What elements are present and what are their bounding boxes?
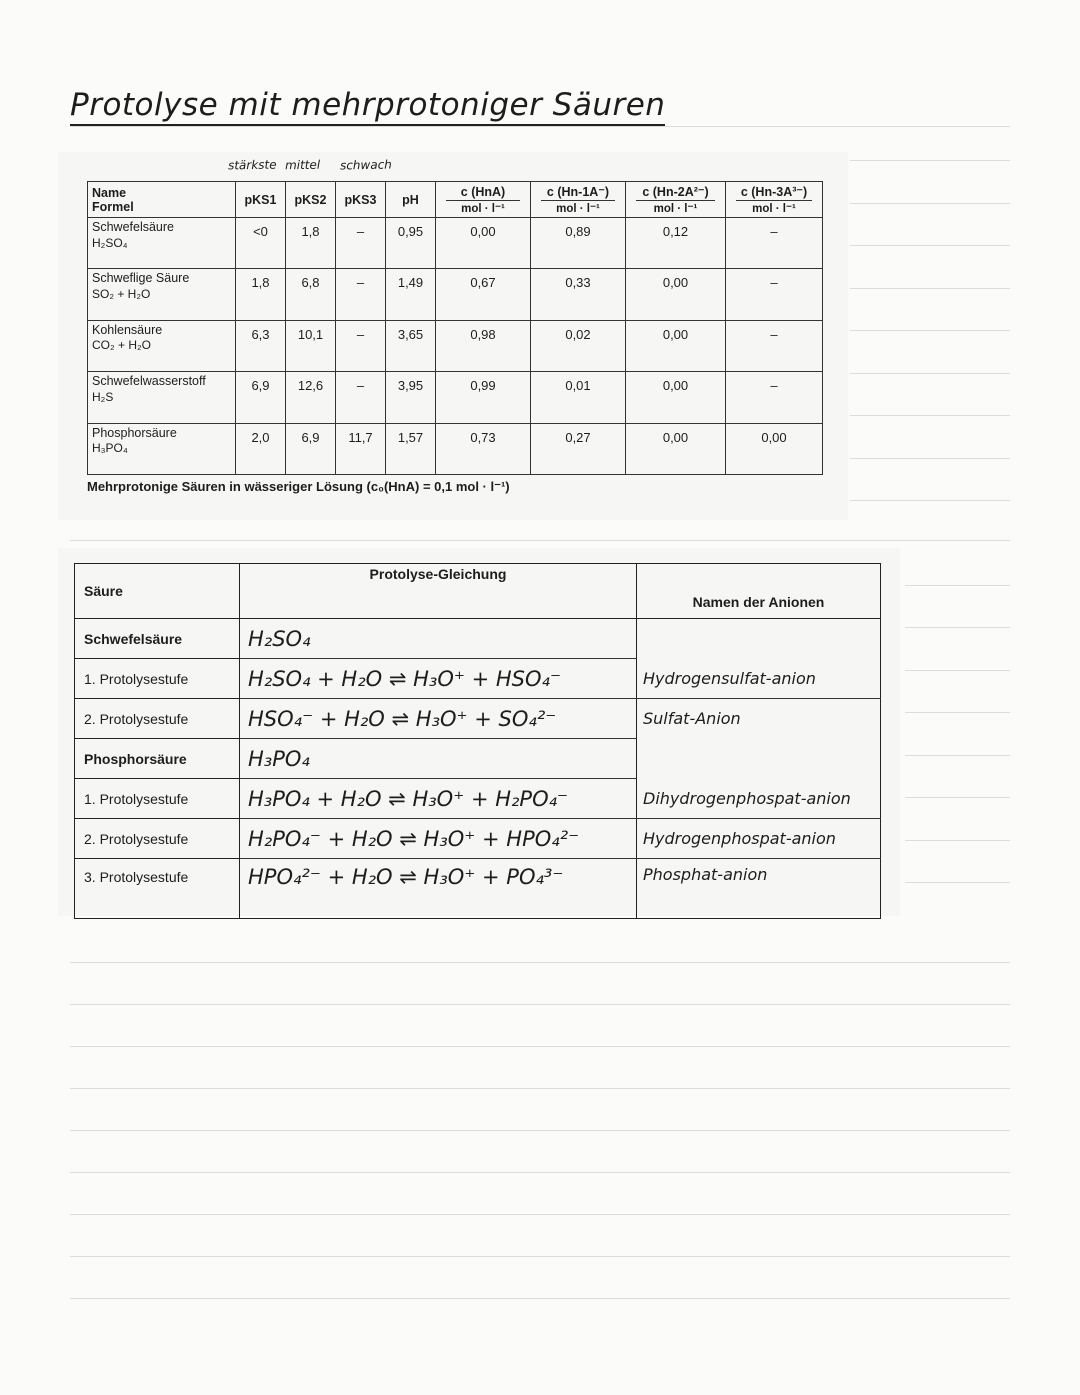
table-row: 1. Protolysestufe H₂SO₄ + H₂O ⇌ H₃O⁺ + HSO₄⁻ Hydrogensulfat-anion xyxy=(75,659,881,699)
handwritten-anion: Hydrogensulfat-anion xyxy=(637,659,881,699)
table-header-row xyxy=(88,182,823,218)
header-pks3: pKS3 xyxy=(336,182,386,218)
header-c-hn1a: c (Hn-1A⁻) mol · l⁻¹ xyxy=(531,182,626,218)
handwritten-anion: Phosphat-anion xyxy=(637,859,881,919)
handwritten-anion: Dihydrogenphospat-anion xyxy=(637,779,881,819)
table-row: Schwefelwasserstoff H₂S 6,9 12,6 – 3,95 0,99 0,01 0,00 – xyxy=(88,372,823,423)
header-pks2: pKS2 xyxy=(286,182,336,218)
handwritten-equation: HSO₄⁻ + H₂O ⇌ H₃O⁺ + SO₄²⁻ xyxy=(240,699,637,739)
annotation-strong: stärkste xyxy=(227,157,277,173)
handwritten-equation: H₃PO₄ xyxy=(240,739,637,779)
annotation-weak: schwach xyxy=(339,157,392,173)
table-row: 2. Protolysestufe HSO₄⁻ + H₂O ⇌ H₃O⁺ + SO₄²⁻ Sulfat-Anion xyxy=(75,699,881,739)
handwritten-equation: H₂SO₄ + H₂O ⇌ H₃O⁺ + HSO₄⁻ xyxy=(240,659,637,699)
annotation-mid: mittel xyxy=(284,157,321,173)
page-title: Protolyse mit mehrprotoniger Säuren xyxy=(70,88,665,126)
header-c-hna: c (HnA) mol · l⁻¹ xyxy=(436,182,531,218)
table-row: 1. Protolysestufe H₃PO₄ + H₂O ⇌ H₃O⁺ + H₂PO₄⁻ Dihydrogenphospat-anion xyxy=(75,779,881,819)
header-pks1: pKS1 xyxy=(236,182,286,218)
protolysis-table xyxy=(74,563,881,919)
table-row: Kohlensäure CO₂ + H₂O 6,3 10,1 – 3,65 0,98 0,02 0,00 – xyxy=(88,320,823,371)
table-caption: Mehrprotonige Säuren in wässeriger Lösung (c₀(HnA) = 0,1 mol · l⁻¹) xyxy=(87,479,510,494)
table-row: Schwefelsäure H₂SO₄ xyxy=(75,619,881,659)
handwritten-anion: Sulfat-Anion xyxy=(637,699,881,739)
handwritten-anion: Hydrogenphospat-anion xyxy=(637,819,881,859)
header-c-hn3a: c (Hn-3A³⁻) mol · l⁻¹ xyxy=(726,182,823,218)
handwritten-equation: H₂SO₄ xyxy=(240,619,637,659)
table-header-row xyxy=(75,564,881,619)
handwritten-equation: HPO₄²⁻ + H₂O ⇌ H₃O⁺ + PO₄³⁻ xyxy=(240,859,637,919)
table-row: 3. Protolysestufe HPO₄²⁻ + H₂O ⇌ H₃O⁺ + PO₄³⁻ Phosphat-anion xyxy=(75,859,881,919)
handwritten-equation: H₂PO₄⁻ + H₂O ⇌ H₃O⁺ + HPO₄²⁻ xyxy=(240,819,637,859)
header-ph: pH xyxy=(386,182,436,218)
table-row: Phosphorsäure H₃PO₄ xyxy=(75,739,881,779)
table-row: Phosphorsäure H₃PO₄ 2,0 6,9 11,7 1,57 0,73 0,27 0,00 0,00 xyxy=(88,423,823,474)
table-row: Schwefelsäure H₂SO₄ <0 1,8 – 0,95 0,00 0,89 0,12 – xyxy=(88,218,823,269)
header-c-hn2a: c (Hn-2A²⁻) mol · l⁻¹ xyxy=(626,182,726,218)
acid-data-table xyxy=(87,181,823,475)
handwritten-equation: H₃PO₄ + H₂O ⇌ H₃O⁺ + H₂PO₄⁻ xyxy=(240,779,637,819)
table-row: 2. Protolysestufe H₂PO₄⁻ + H₂O ⇌ H₃O⁺ + HPO₄²⁻ Hydrogenphospat-anion xyxy=(75,819,881,859)
header-name: Name Formel xyxy=(88,182,236,218)
header-equation: Protolyse-Gleichung xyxy=(240,564,637,619)
header-acid: Säure xyxy=(75,564,240,619)
table-row: Schweflige Säure SO₂ + H₂O 1,8 6,8 – 1,49 0,67 0,33 0,00 – xyxy=(88,269,823,320)
header-anions: Namen der Anionen xyxy=(637,564,881,619)
